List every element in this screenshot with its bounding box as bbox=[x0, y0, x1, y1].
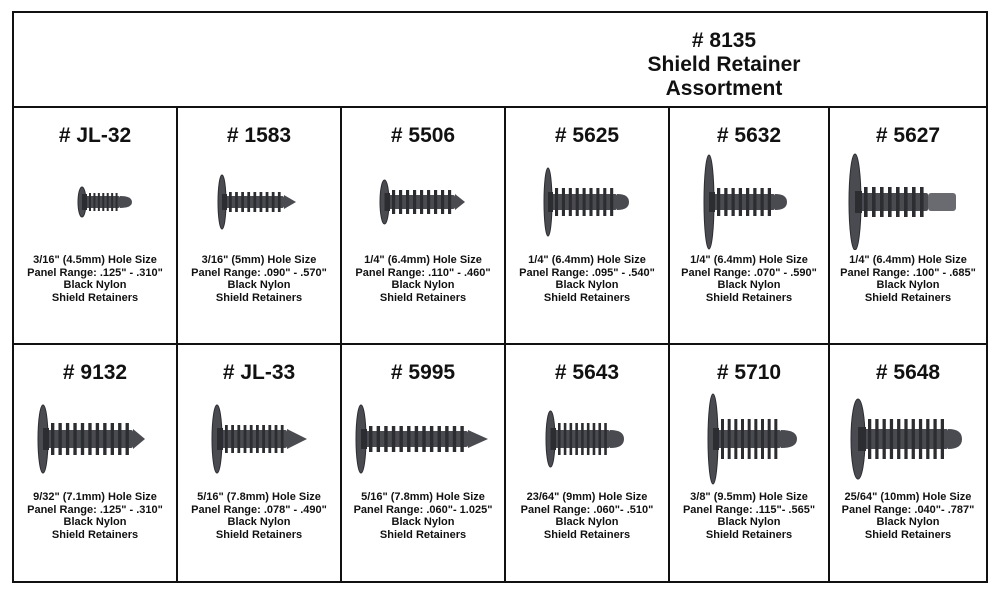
part-number: # JL-33 bbox=[222, 361, 296, 384]
product-type: Shield Retainers bbox=[215, 528, 303, 541]
product-description bbox=[830, 491, 986, 541]
product-description bbox=[178, 491, 340, 541]
retainer-fin bbox=[58, 423, 61, 455]
retainer-fin bbox=[126, 423, 129, 455]
retainer-image bbox=[830, 387, 986, 487]
retainer-image bbox=[670, 387, 828, 487]
retainer-image bbox=[342, 150, 504, 250]
retainer-fin bbox=[225, 425, 228, 453]
product-type: Shield Retainers bbox=[379, 528, 467, 541]
retainer-fin bbox=[438, 426, 441, 452]
retainer-image bbox=[506, 387, 668, 487]
retainer-tip bbox=[610, 430, 624, 448]
retainer-fin bbox=[399, 190, 402, 214]
retainer-image bbox=[830, 150, 986, 250]
retainer-neck bbox=[713, 428, 719, 450]
retainer-fin bbox=[434, 190, 437, 214]
retainer-clip-icon bbox=[343, 150, 503, 250]
panel-range: Panel Range: .115"- .565" bbox=[682, 503, 816, 516]
retainer-fin bbox=[717, 188, 720, 216]
retainer-fin bbox=[413, 190, 416, 214]
material: Black Nylon bbox=[391, 279, 455, 291]
retainer-fin bbox=[441, 190, 444, 214]
retainer-fin bbox=[768, 419, 771, 459]
retainer-image bbox=[506, 150, 668, 250]
retainer-fin bbox=[593, 423, 596, 455]
retainer-fin bbox=[81, 423, 84, 455]
retainer-tip bbox=[133, 429, 145, 449]
retainer-fin bbox=[897, 419, 900, 459]
retainer-fin bbox=[420, 190, 423, 214]
retainer-image bbox=[178, 150, 340, 250]
retainer-fin bbox=[875, 419, 878, 459]
hole-size: 9/32" (7.1mm) Hole Size bbox=[33, 491, 157, 503]
product-type: Shield Retainers bbox=[51, 528, 139, 541]
retainer-image bbox=[14, 150, 176, 250]
hole-size: 5/16" (7.8mm) Hole Size bbox=[197, 491, 321, 503]
retainer-fin bbox=[888, 187, 892, 217]
retainer-fin bbox=[754, 419, 757, 459]
retainer-neck bbox=[43, 428, 49, 450]
retainer-fin bbox=[728, 419, 731, 459]
retainer-fin bbox=[266, 192, 269, 212]
retainer-fin bbox=[569, 188, 572, 216]
hole-size: 3/8" (9.5mm) Hole Size bbox=[690, 491, 808, 503]
retainer-fin bbox=[562, 188, 565, 216]
retainer-image bbox=[670, 150, 828, 250]
retainer-tip bbox=[948, 429, 962, 449]
retainer-fin bbox=[883, 419, 886, 459]
retainer-fin bbox=[448, 190, 451, 214]
retainer-neck bbox=[548, 192, 553, 212]
panel-range: Panel Range: .040"- .787" bbox=[841, 503, 975, 516]
retainer-fin bbox=[278, 192, 281, 212]
panel-range: Panel Range: .095" - .540" bbox=[519, 266, 655, 279]
product-cell bbox=[506, 108, 670, 345]
retainer-neck bbox=[551, 428, 557, 450]
retainer-fin bbox=[377, 426, 380, 452]
title-number: # 8135 bbox=[691, 29, 757, 52]
product-cell bbox=[506, 345, 670, 581]
retainer-fin bbox=[237, 425, 240, 453]
product-description bbox=[670, 254, 828, 304]
retainer-tip bbox=[468, 430, 488, 448]
material: Black Nylon bbox=[555, 279, 619, 291]
retainer-fin bbox=[912, 419, 915, 459]
panel-range: Panel Range: .070" - .590" bbox=[681, 266, 817, 279]
material: Black Nylon bbox=[227, 279, 291, 291]
hole-size: 1/4" (6.4mm) Hole Size bbox=[849, 254, 967, 266]
retainer-fin bbox=[88, 423, 91, 455]
product-description bbox=[342, 491, 504, 541]
retainer-fin bbox=[926, 419, 929, 459]
part-number: # 5506 bbox=[390, 124, 456, 147]
retainer-fin bbox=[98, 193, 100, 211]
panel-range: Panel Range: .125" - .310" bbox=[27, 266, 163, 279]
product-cell bbox=[670, 108, 830, 345]
retainer-fin bbox=[103, 423, 106, 455]
retainer-clip-icon bbox=[343, 387, 503, 487]
retainer-fin bbox=[231, 425, 234, 453]
retainer-tip bbox=[120, 196, 132, 208]
retainer-fin bbox=[66, 423, 69, 455]
retainer-fin bbox=[241, 192, 244, 212]
retainer-fin bbox=[575, 423, 578, 455]
retainer-fin bbox=[116, 193, 118, 211]
material: Black Nylon bbox=[717, 279, 781, 291]
part-number: # 5648 bbox=[875, 361, 941, 384]
panel-range: Panel Range: .060"- .510" bbox=[520, 503, 654, 516]
retainer-neck bbox=[82, 194, 87, 210]
product-cell bbox=[14, 108, 178, 345]
material: Black Nylon bbox=[63, 279, 127, 291]
retainer-fin bbox=[430, 426, 433, 452]
retainer-fin bbox=[268, 425, 271, 453]
retainer-image bbox=[178, 387, 340, 487]
product-grid bbox=[14, 108, 986, 581]
product-description bbox=[670, 491, 828, 541]
retainer-image bbox=[14, 387, 176, 487]
retainer-fin bbox=[774, 419, 777, 459]
material: Black Nylon bbox=[227, 516, 291, 528]
retainer-fin bbox=[369, 426, 372, 452]
retainer-fin bbox=[111, 423, 114, 455]
part-number: # JL-32 bbox=[58, 124, 132, 147]
hole-size: 1/4" (6.4mm) Hole Size bbox=[690, 254, 808, 266]
retainer-neck bbox=[222, 194, 227, 210]
hole-size: 23/64" (9mm) Hole Size bbox=[526, 491, 648, 503]
product-description bbox=[14, 254, 176, 304]
retainer-fin bbox=[415, 426, 418, 452]
panel-range: Panel Range: .100" - .685" bbox=[840, 266, 976, 279]
retainer-fin bbox=[275, 425, 278, 453]
retainer-fin bbox=[724, 188, 727, 216]
product-cell bbox=[670, 345, 830, 581]
hole-size: 3/16" (4.5mm) Hole Size bbox=[33, 254, 157, 266]
retainer-fin bbox=[912, 187, 916, 217]
retainer-fin bbox=[904, 419, 907, 459]
retainer-tip bbox=[287, 429, 307, 449]
retainer-fin bbox=[453, 426, 456, 452]
product-type: Shield Retainers bbox=[543, 528, 631, 541]
retainer-fin bbox=[864, 187, 868, 217]
retainer-fin bbox=[739, 188, 742, 216]
retainer-fin bbox=[919, 419, 922, 459]
retainer-fin bbox=[564, 423, 567, 455]
retainer-clip-icon bbox=[179, 387, 339, 487]
retainer-fin bbox=[384, 426, 387, 452]
retainer-fin bbox=[904, 187, 908, 217]
retainer-fin bbox=[872, 187, 876, 217]
retainer-fin bbox=[753, 188, 756, 216]
retainer-fin bbox=[422, 426, 425, 452]
retainer-fin bbox=[581, 423, 584, 455]
part-number: # 5710 bbox=[716, 361, 782, 384]
retainer-fin bbox=[896, 187, 900, 217]
retainer-clip-icon bbox=[670, 150, 830, 250]
retainer-fin bbox=[281, 425, 284, 453]
retainer-fin bbox=[868, 419, 871, 459]
retainer-fin bbox=[741, 419, 744, 459]
product-type: Shield Retainers bbox=[864, 291, 952, 304]
hole-size: 3/16" (5mm) Hole Size bbox=[201, 254, 317, 266]
part-number: # 1583 bbox=[226, 124, 292, 147]
product-cell bbox=[178, 108, 342, 345]
product-description bbox=[830, 254, 986, 304]
retainer-fin bbox=[102, 193, 104, 211]
material: Black Nylon bbox=[876, 516, 940, 528]
retainer-tip bbox=[781, 430, 797, 448]
retainer-neck bbox=[709, 192, 715, 212]
panel-range: Panel Range: .110" - .460" bbox=[355, 266, 491, 279]
retainer-fin bbox=[761, 419, 764, 459]
retainer-clip-icon bbox=[15, 150, 175, 250]
retainer-tip bbox=[617, 194, 629, 210]
retainer-fin bbox=[244, 425, 247, 453]
hole-size: 5/16" (7.8mm) Hole Size bbox=[361, 491, 485, 503]
retainer-clip-icon bbox=[830, 387, 986, 487]
retainer-clip-icon bbox=[507, 387, 667, 487]
header-panel bbox=[14, 13, 986, 108]
retainer-clip-icon bbox=[830, 150, 986, 250]
retainer-clip-icon bbox=[15, 387, 175, 487]
retainer-fin bbox=[880, 187, 884, 217]
retainer-fin bbox=[262, 425, 265, 453]
retainer-neck bbox=[361, 429, 367, 449]
title-line-1: Shield Retainer bbox=[647, 53, 801, 76]
retainer-fin bbox=[118, 423, 121, 455]
retainer-fin bbox=[589, 188, 592, 216]
retainer-neck bbox=[858, 427, 866, 451]
retainer-fin bbox=[392, 190, 395, 214]
retainer-fin bbox=[93, 193, 95, 211]
title-line-2: Assortment bbox=[665, 77, 783, 100]
retainer-fin bbox=[235, 192, 238, 212]
retainer-fin bbox=[51, 423, 54, 455]
retainer-fin bbox=[558, 423, 561, 455]
panel-range: Panel Range: .090" - .570" bbox=[191, 266, 327, 279]
product-cell bbox=[830, 345, 986, 581]
retainer-fin bbox=[111, 193, 113, 211]
product-description bbox=[14, 491, 176, 541]
retainer-fin bbox=[253, 192, 256, 212]
retainer-clip-icon bbox=[507, 150, 667, 250]
retainer-fin bbox=[107, 193, 109, 211]
retainer-fin bbox=[460, 426, 463, 452]
hole-size: 1/4" (6.4mm) Hole Size bbox=[364, 254, 482, 266]
product-cell bbox=[342, 108, 506, 345]
retainer-fin bbox=[721, 419, 724, 459]
product-cell bbox=[14, 345, 178, 581]
retainer-fin bbox=[604, 423, 607, 455]
retainer-fin bbox=[96, 423, 99, 455]
retainer-fin bbox=[89, 193, 91, 211]
retainer-fin bbox=[555, 188, 558, 216]
product-type: Shield Retainers bbox=[51, 291, 139, 304]
retainer-fin bbox=[399, 426, 402, 452]
retainer-fin bbox=[746, 188, 749, 216]
product-description bbox=[342, 254, 504, 304]
retainer-fin bbox=[272, 192, 275, 212]
retainer-fin bbox=[583, 188, 586, 216]
retainer-stem bbox=[713, 194, 775, 210]
product-description bbox=[506, 254, 668, 304]
retainer-fin bbox=[890, 419, 893, 459]
product-type: Shield Retainers bbox=[705, 291, 793, 304]
material: Black Nylon bbox=[63, 516, 127, 528]
retainer-fin bbox=[250, 425, 253, 453]
retainer-fin bbox=[445, 426, 448, 452]
retainer-fin bbox=[587, 423, 590, 455]
retainer-clip-icon bbox=[671, 387, 827, 487]
part-number: # 5995 bbox=[390, 361, 456, 384]
retainer-fin bbox=[920, 187, 924, 217]
retainer-fin bbox=[768, 188, 771, 216]
retainer-fin bbox=[427, 190, 430, 214]
material: Black Nylon bbox=[391, 516, 455, 528]
retainer-fin bbox=[73, 423, 76, 455]
retainer-fin bbox=[247, 192, 250, 212]
retainer-fin bbox=[732, 188, 735, 216]
retainer-neck bbox=[385, 193, 391, 211]
part-number: # 5632 bbox=[716, 124, 782, 147]
retainer-tip bbox=[455, 194, 465, 210]
hole-size: 1/4" (6.4mm) Hole Size bbox=[528, 254, 646, 266]
retainer-fin bbox=[407, 426, 410, 452]
retainer-neck bbox=[217, 428, 223, 450]
panel-range: Panel Range: .078" - .490" bbox=[191, 503, 327, 516]
retainer-fin bbox=[761, 188, 764, 216]
retainer-fin bbox=[256, 425, 259, 453]
retainer-fin bbox=[392, 426, 395, 452]
product-cell bbox=[830, 108, 986, 345]
product-description bbox=[506, 491, 668, 541]
material: Black Nylon bbox=[555, 516, 619, 528]
retainer-fin bbox=[260, 192, 263, 212]
product-type: Shield Retainers bbox=[379, 291, 467, 304]
part-number: # 5625 bbox=[554, 124, 620, 147]
retainer-fin bbox=[596, 188, 599, 216]
retainer-stem bbox=[860, 193, 928, 211]
retainer-fin bbox=[576, 188, 579, 216]
catalog-frame bbox=[12, 11, 988, 583]
page-title bbox=[574, 29, 874, 101]
product-description bbox=[178, 254, 340, 304]
retainer-fin bbox=[603, 188, 606, 216]
hole-size: 25/64" (10mm) Hole Size bbox=[844, 491, 972, 503]
retainer-fin bbox=[406, 190, 409, 214]
product-type: Shield Retainers bbox=[543, 291, 631, 304]
part-number: # 5643 bbox=[554, 361, 620, 384]
retainer-fin bbox=[610, 188, 613, 216]
retainer-fin bbox=[598, 423, 601, 455]
retainer-tip bbox=[775, 194, 787, 210]
panel-range: Panel Range: .060"- 1.025" bbox=[353, 503, 493, 516]
product-type: Shield Retainers bbox=[864, 528, 952, 541]
material: Black Nylon bbox=[876, 279, 940, 291]
retainer-fin bbox=[941, 419, 944, 459]
retainer-fin bbox=[734, 419, 737, 459]
part-number: # 9132 bbox=[62, 361, 128, 384]
retainer-neck bbox=[855, 191, 862, 213]
product-cell bbox=[342, 345, 506, 581]
material: Black Nylon bbox=[717, 516, 781, 528]
part-number: # 5627 bbox=[875, 124, 941, 147]
retainer-tip bbox=[928, 193, 956, 211]
retainer-clip-icon bbox=[179, 150, 339, 250]
retainer-fin bbox=[933, 419, 936, 459]
product-cell bbox=[178, 345, 342, 581]
retainer-fin bbox=[748, 419, 751, 459]
retainer-image bbox=[342, 387, 504, 487]
product-type: Shield Retainers bbox=[215, 291, 303, 304]
retainer-fin bbox=[229, 192, 232, 212]
panel-range: Panel Range: .125" - .310" bbox=[27, 503, 163, 516]
retainer-tip bbox=[284, 195, 296, 209]
retainer-fin bbox=[570, 423, 573, 455]
product-type: Shield Retainers bbox=[705, 528, 793, 541]
